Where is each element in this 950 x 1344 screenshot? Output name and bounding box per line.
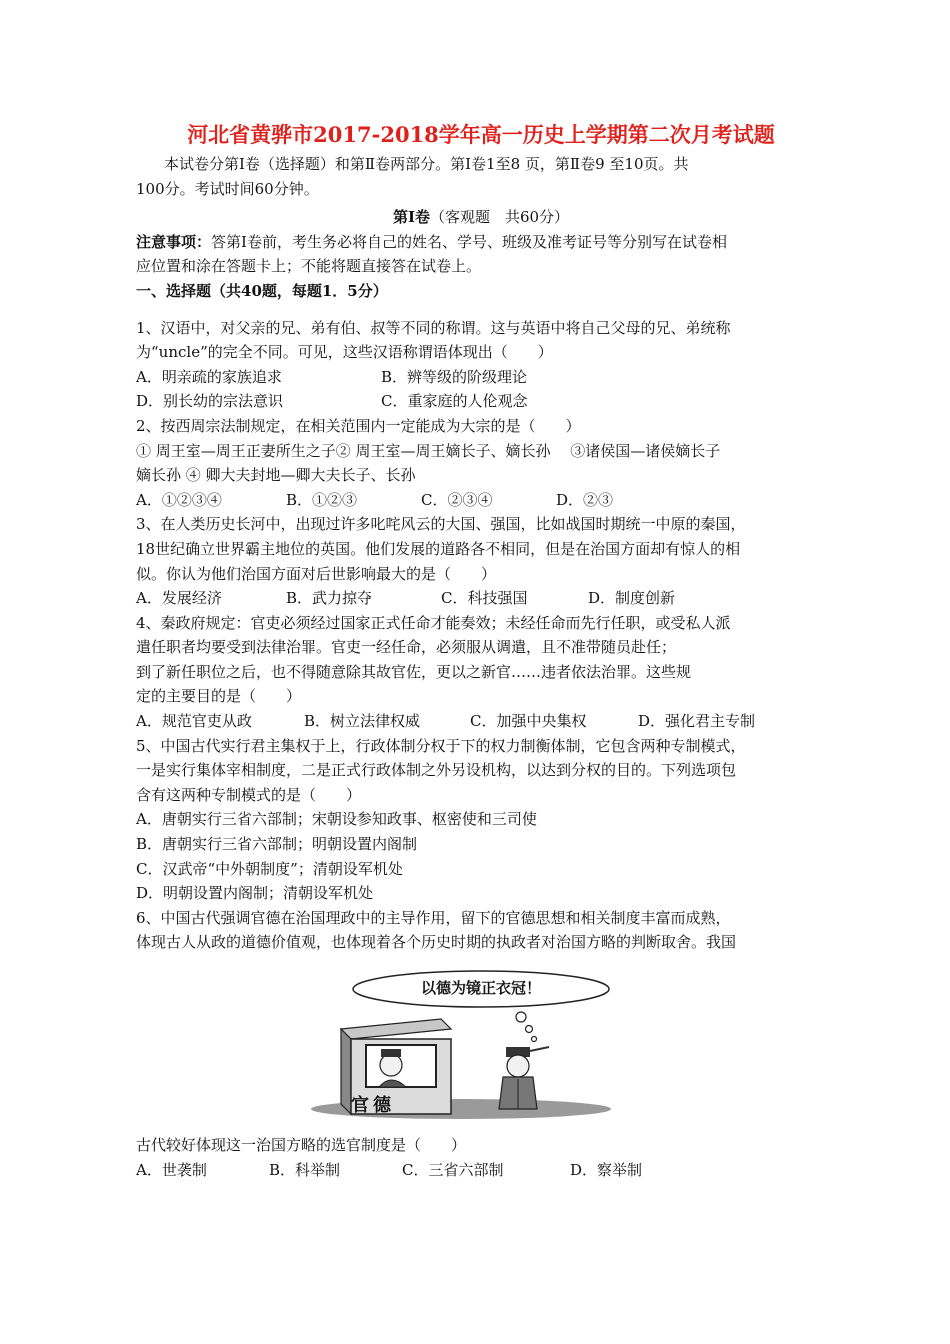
q4-option-b: B．树立法律权威 [304,712,421,731]
q4-options-row [136,709,826,734]
q1-option-a: A．明亲疏的家族追求 [136,367,282,386]
q5-option-d: D．明朝设置内阁制；清朝设军机处 [136,884,374,903]
q6-option-c: C．三省六部制 [402,1160,504,1179]
q2-line-1: 2、按西周宗法制规定，在相关范围内一定能成为大宗的是（ ） [136,416,581,435]
q5-option-a: A．唐朝实行三省六部制；宋朝设参知政事、枢密使和三司使 [136,810,537,829]
q4-option-d: D．强化君主专制 [638,712,756,731]
q3-options-row [136,586,826,611]
question-3 [136,512,826,610]
q6-option-a: A．世袭制 [136,1160,207,1179]
q4-line-1: 4、秦政府规定：官吏必须经过国家正式任命才能奏效；未经任命而先行任职，或受私人派 [136,613,731,632]
q5-line-3: 含有这两种专制模式的是（ ） [136,785,362,804]
q2-option-b: B．①②③ [286,490,358,509]
q5-option-b: B．唐朝实行三省六部制；明朝设置内阁制 [136,835,418,854]
section-heading-rest: （客观题 共60分） [429,208,570,227]
cartoon-box-text: 官德 [351,1095,395,1116]
q1-options-row-2 [136,389,826,414]
q6-line-1: 6、中国古代强调官德在治国理政中的主导作用，留下的官德思想和相关制度丰富而成熟， [136,908,731,927]
exam-page [136,118,826,1182]
q3-line-3: 似。你认为他们治国方面对后世影响最大的是（ ） [136,564,497,583]
cartoon-image [311,969,631,1119]
q3-option-c: C．科技强国 [441,589,528,608]
q1-option-c: C．重家庭的人伦观念 [381,392,528,411]
q2-option-d: D．②③ [556,490,614,509]
q5-option-c: C．汉武帝“中外朝制度”；清朝设军机处 [136,859,403,878]
section-heading [136,205,826,230]
question-4 [136,611,826,734]
q2-line-2: ① 周王室—周王正妻所生之子② 周王室—周王嫡长子、嫡长孙 ③诸侯国—诸侯嫡长子 [136,441,721,460]
question-1 [136,316,826,414]
cartoon-bubble-text: 以德为镜正衣冠！ [420,979,541,997]
q2-option-a: A．①②③④ [136,490,222,509]
q1-options-row-1 [136,365,826,390]
q6-line-2: 体现古人从政的道德价值观，也体现着各个历史时期的执政者对治国方略的判断取舍。我国 [136,933,737,952]
notice-line-1 [136,230,826,255]
q4-line-3: 到了新任职位之后，也不得随意除其故官佐，更以之新官……违者依法治罪。这些规 [136,662,692,681]
q5-line-1: 5、中国古代实行君主集权于上，行政体制分权于下的权力制衡体制，它包含两种专制模式， [136,736,746,755]
intro-line-1: 本试卷分第Ⅰ卷（选择题）和第Ⅱ卷两部分。第Ⅰ卷1至8 页，第Ⅱ卷9 至10页。共 [164,155,689,173]
exam-title: 河北省黄骅市2017-2018学年高一历史上学期第二次月考试题 [187,122,775,147]
q1-option-d: D．别长幼的宗法意识 [136,392,284,411]
q4-line-4: 定的主要目的是（ ） [136,687,302,706]
q1-option-b: B．辨等级的阶级理论 [381,367,528,386]
q6-option-b: B．科举制 [269,1160,341,1179]
q3-option-d: D．制度创新 [588,589,676,608]
question-2 [136,414,826,512]
q2-option-c: C．②③④ [421,490,493,509]
notice-label: 注意事项： [136,232,212,251]
q2-line-3: 嫡长孙 ④ 卿大夫封地—卿大夫长子、长孙 [136,466,416,485]
q4-option-a: A．规范官吏从政 [136,712,252,731]
q6-options-row [136,1158,826,1183]
notice-line-2: 应位置和涂在答题卡上；不能将题直接答在试卷上。 [136,257,482,276]
q4-line-2: 遣任职者均要受到法律治罪。官吏一经任命，必须服从调遣，且不准带随员赴任； [136,638,677,657]
q6-option-d: D．察举制 [570,1160,643,1179]
section-heading-bold: 第Ⅰ卷 [392,208,430,227]
q5-line-2: 一是实行集体宰相制度，二是正式行政体制之外另设机构，以达到分权的目的。下列选项包 [136,761,737,780]
part-heading: 一、选择题（共40题，每题1．5分） [136,281,388,300]
notice-text-1: 答第Ⅰ卷前，考生务必将自己的姓名、学号、班级及准考证号等分别写在试卷相 [211,232,727,251]
q6-line-3: 古代较好体现这一治国方略的选官制度是（ ） [136,1136,467,1154]
q2-options-row [136,488,826,513]
q3-option-b: B．武力掠夺 [286,589,373,608]
q1-line-2: 为“uncle”的完全不同。可见，这些汉语称谓语体现出（ ） [136,343,553,362]
q3-line-2: 18世纪确立世界霸主地位的英国。他们发展的道路各不相同，但是在治国方面却有惊人的相 [136,539,741,558]
intro-line-2: 100分。考试时间60分钟。 [136,179,319,198]
q3-option-a: A．发展经济 [136,589,222,608]
question-5 [136,734,826,906]
q3-line-1: 3、在人类历史长河中，出现过许多叱咤风云的大国、强国，比如战国时期统一中原的秦国， [136,515,746,534]
question-6 [136,906,826,1182]
q1-line-1: 1、汉语中，对父亲的兄、弟有伯、叔等不同的称谓。这与英语中将自己父母的兄、弟统称 [136,318,731,337]
q4-option-c: C．加强中央集权 [470,712,587,731]
